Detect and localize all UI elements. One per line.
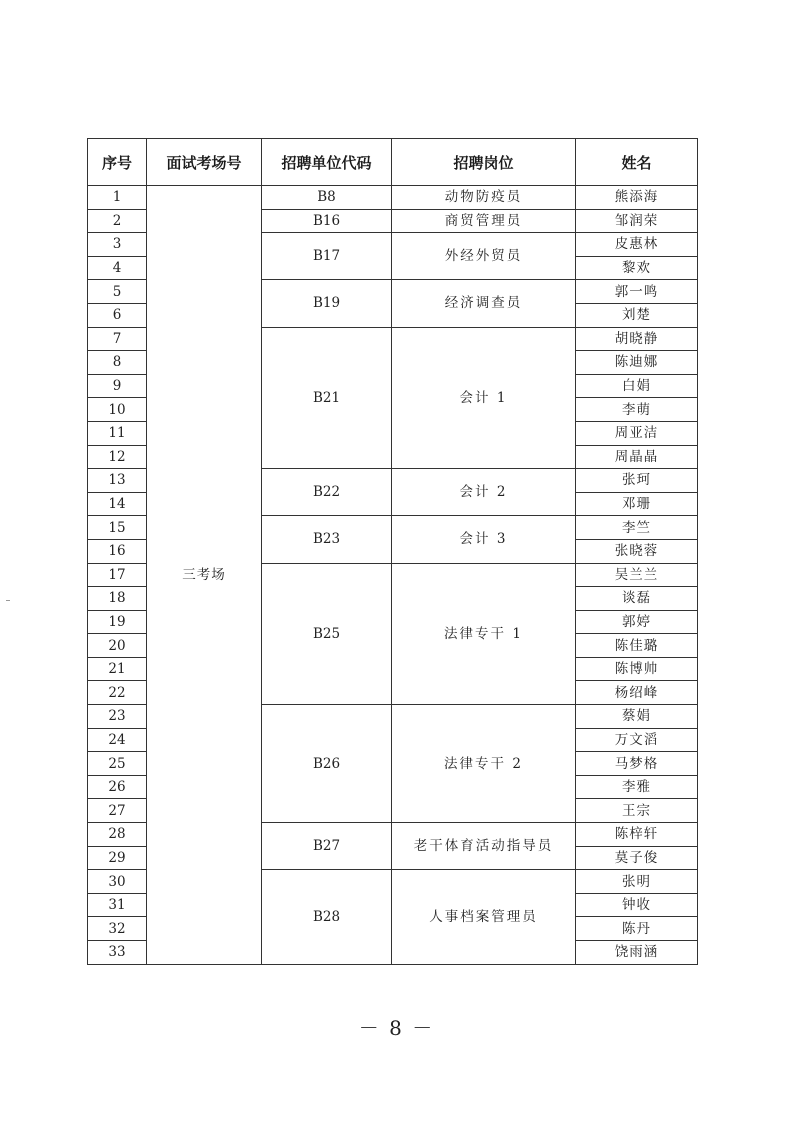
seq-cell: 21 (88, 657, 147, 681)
name-cell: 谈磊 (576, 587, 698, 611)
header-row (88, 139, 698, 186)
seq-cell: 26 (88, 775, 147, 799)
name-cell: 皮惠林 (576, 233, 698, 257)
position-cell: 会计 1 (392, 327, 576, 469)
seq-cell: 20 (88, 634, 147, 658)
name-cell: 莫子俊 (576, 846, 698, 870)
seq-cell: 33 (88, 941, 147, 965)
position-cell: 商贸管理员 (392, 209, 576, 233)
unit-code-cell: B25 (262, 563, 392, 705)
seq-cell: 28 (88, 823, 147, 847)
seq-cell: 5 (88, 280, 147, 304)
seq-cell: 6 (88, 303, 147, 327)
position-cell: 老干体育活动指导员 (392, 823, 576, 870)
position-cell: 法律专干 2 (392, 705, 576, 823)
seq-cell: 16 (88, 539, 147, 563)
name-cell: 王宗 (576, 799, 698, 823)
name-cell: 周晶晶 (576, 445, 698, 469)
name-cell: 陈梓轩 (576, 823, 698, 847)
seq-cell: 22 (88, 681, 147, 705)
room-cell: 三考场 (147, 186, 262, 965)
seq-cell: 25 (88, 752, 147, 776)
name-cell: 邓珊 (576, 492, 698, 516)
unit-code-cell: B26 (262, 705, 392, 823)
name-cell: 马梦格 (576, 752, 698, 776)
name-cell: 李竺 (576, 516, 698, 540)
seq-cell: 32 (88, 917, 147, 941)
name-cell: 胡晓静 (576, 327, 698, 351)
name-cell: 张晓蓉 (576, 539, 698, 563)
name-cell: 白娟 (576, 374, 698, 398)
header-seq: 序号 (88, 139, 147, 186)
position-cell: 会计 2 (392, 469, 576, 516)
name-cell: 周亚洁 (576, 421, 698, 445)
seq-cell: 18 (88, 587, 147, 611)
seq-cell: 9 (88, 374, 147, 398)
unit-code-cell: B27 (262, 823, 392, 870)
unit-code-cell: B28 (262, 870, 392, 964)
scan-speck (6, 600, 10, 601)
header-position: 招聘岗位 (392, 139, 576, 186)
position-cell: 人事档案管理员 (392, 870, 576, 964)
seq-cell: 27 (88, 799, 147, 823)
name-cell: 陈迪娜 (576, 351, 698, 375)
table-row (88, 186, 698, 210)
position-cell: 法律专干 1 (392, 563, 576, 705)
name-cell: 万文滔 (576, 728, 698, 752)
name-cell: 李雅 (576, 775, 698, 799)
roster-body (88, 186, 698, 965)
seq-cell: 23 (88, 705, 147, 729)
seq-cell: 29 (88, 846, 147, 870)
seq-cell: 8 (88, 351, 147, 375)
name-cell: 饶雨涵 (576, 941, 698, 965)
seq-cell: 17 (88, 563, 147, 587)
seq-cell: 12 (88, 445, 147, 469)
seq-cell: 24 (88, 728, 147, 752)
name-cell: 杨绍峰 (576, 681, 698, 705)
seq-cell: 15 (88, 516, 147, 540)
name-cell: 蔡娟 (576, 705, 698, 729)
page-number: － 8 － (358, 1016, 435, 1040)
name-cell: 黎欢 (576, 256, 698, 280)
name-cell: 熊添海 (576, 186, 698, 210)
position-cell: 会计 3 (392, 516, 576, 563)
name-cell: 钟收 (576, 893, 698, 917)
unit-code-cell: B21 (262, 327, 392, 469)
header-room: 面试考场号 (147, 139, 262, 186)
seq-cell: 30 (88, 870, 147, 894)
seq-cell: 11 (88, 421, 147, 445)
seq-cell: 31 (88, 893, 147, 917)
name-cell: 陈丹 (576, 917, 698, 941)
unit-code-cell: B23 (262, 516, 392, 563)
name-cell: 张明 (576, 870, 698, 894)
seq-cell: 14 (88, 492, 147, 516)
name-cell: 刘楚 (576, 303, 698, 327)
position-cell: 经济调查员 (392, 280, 576, 327)
unit-code-cell: B8 (262, 186, 392, 210)
seq-cell: 4 (88, 256, 147, 280)
name-cell: 张珂 (576, 469, 698, 493)
name-cell: 邹润荣 (576, 209, 698, 233)
name-cell: 郭一鸣 (576, 280, 698, 304)
name-cell: 郭婷 (576, 610, 698, 634)
name-cell: 吴兰兰 (576, 563, 698, 587)
header-unit-code: 招聘单位代码 (262, 139, 392, 186)
seq-cell: 2 (88, 209, 147, 233)
position-cell: 外经外贸员 (392, 233, 576, 280)
seq-cell: 1 (88, 186, 147, 210)
seq-cell: 13 (88, 469, 147, 493)
name-cell: 李萌 (576, 398, 698, 422)
name-cell: 陈佳璐 (576, 634, 698, 658)
unit-code-cell: B17 (262, 233, 392, 280)
seq-cell: 7 (88, 327, 147, 351)
interview-roster-table (87, 138, 698, 965)
position-cell: 动物防疫员 (392, 186, 576, 210)
unit-code-cell: B16 (262, 209, 392, 233)
unit-code-cell: B19 (262, 280, 392, 327)
name-cell: 陈博帅 (576, 657, 698, 681)
seq-cell: 3 (88, 233, 147, 257)
seq-cell: 10 (88, 398, 147, 422)
header-name: 姓名 (576, 139, 698, 186)
seq-cell: 19 (88, 610, 147, 634)
unit-code-cell: B22 (262, 469, 392, 516)
